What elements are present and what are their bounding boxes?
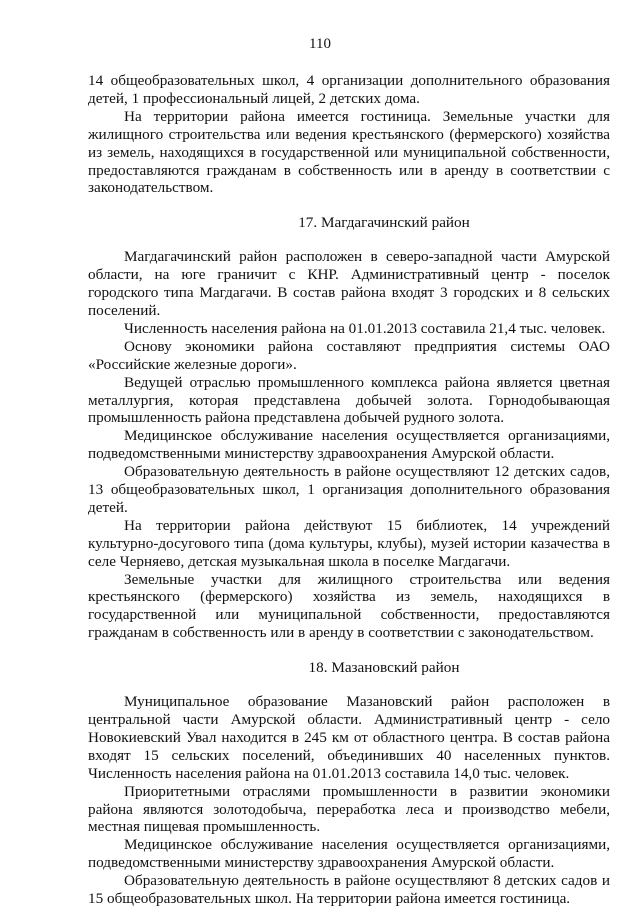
paragraph: Приоритетными отраслями промышленности в развитии экономики района являются золотодобыча, переработка леса и производство мебели, местная пищевая промышленность. [88, 782, 610, 836]
paragraph: Основу экономики района составляют предприятия системы ОАО «Российские железные дороги». [88, 337, 610, 373]
paragraph: Медицинское обслуживание населения осуществляется организациями, подведомственными министерству здравоохранения Амурской области. [88, 427, 610, 463]
paragraph: Образовательную деятельность в районе осуществляют 8 детских садов и 15 общеобразовательных школ. На территории района имеется гостиница. [88, 872, 610, 908]
paragraph: Численность населения района на 01.01.2013 составила 21,4 тыс. человек. [124, 319, 606, 337]
paragraph: Медицинское обслуживание населения осуществляется организациями, подведомственными министерству здравоохранения Амурской области. [88, 836, 610, 872]
document-body [88, 72, 610, 908]
paragraph: Образовательную деятельность в районе осуществляют 12 детских садов, 13 общеобразовательных школ, 1 организация дополнительного образования детей. [88, 463, 610, 516]
paragraph: Ведущей отраслью промышленного комплекса района является цветная металлургия, которая представлена добычей золота. Горнодобывающая промышленность района представлена добычей рудного золота. [88, 373, 610, 427]
section-heading-18: 18. Мазановский район [308, 659, 460, 677]
paragraph: На территории района имеется гостиница. Земельные участки для жилищного строительства или ведения крестьянского (фермерского) хозяйства из земель, находящихся в государственной или муниципальной собственности, предоставляются гражданам в собственность или в аренду в соответствии с законодательством. [88, 107, 610, 197]
page-number: 110 [309, 36, 331, 52]
paragraph: На территории района действуют 15 библиотек, 14 учреждений культурно-досугового типа (дома культуры, клубы), музей истории казачества в селе Черняево, детская музыкальная школа в поселке Магдагачи. [88, 516, 610, 570]
paragraph: Муниципальное образование Мазановский район расположен в центральной части Амурской области. Административный центр - село Новокиевский Увал находится в 245 км от областного центра. В состав района входят 15 сельских поселений, объединивших 40 населенных пунктов. Численность населения района на 01.01.2013 составила 14,0 тыс. человек. [88, 693, 610, 782]
paragraph: 14 общеобразовательных школ, 4 организации дополнительного образования детей, 1 профессиональный лицей, 2 детских дома. [88, 72, 610, 107]
paragraph: Земельные участки для жилищного строительства или ведения крестьянского (фермерского) хозяйства из земель, находящихся в государственной или муниципальной собственности, предоставляются гражданам в собственность или в аренду в соответствии с законодательством. [88, 570, 610, 642]
section-heading-17: 17. Магдагачинский район [298, 214, 470, 232]
paragraph: Магдагачинский район расположен в северо-западной части Амурской области, на юге граничит с КНР. Административный центр - поселок городского типа Магдагачи. В состав района входят 3 городских и 8 сельских поселений. [88, 248, 610, 319]
